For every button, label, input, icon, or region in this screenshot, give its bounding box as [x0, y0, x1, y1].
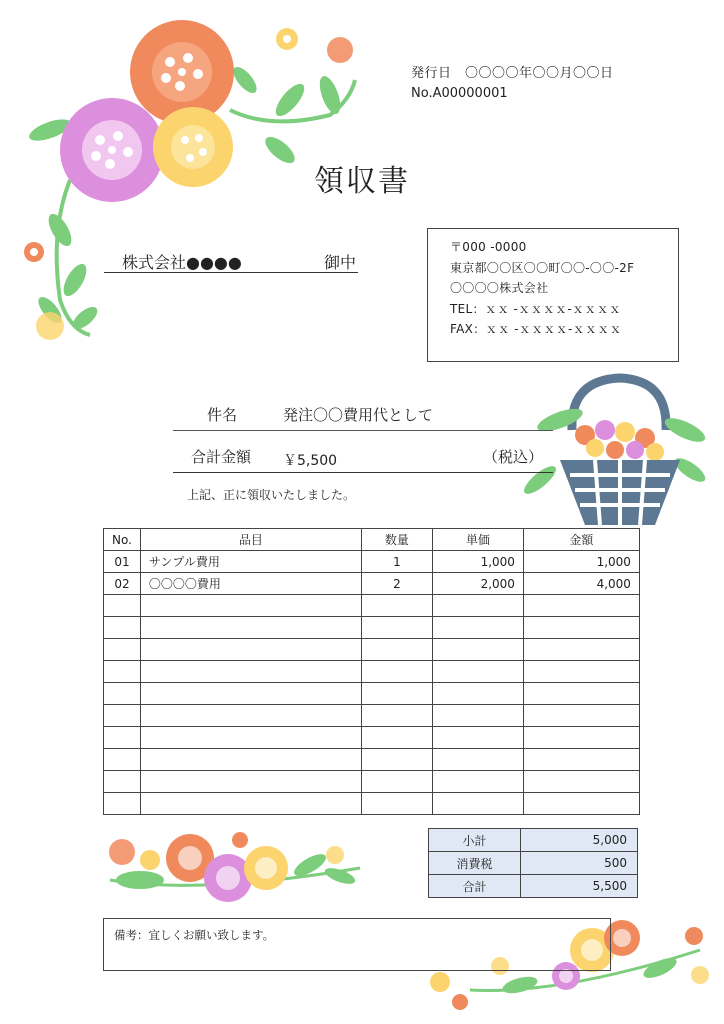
total-amount-value: ￥5,500: [283, 453, 338, 469]
row-item: [140, 771, 361, 793]
issuer-tel: TEL：ｘｘ -ｘｘｘｘ-ｘｘｘｘ: [450, 301, 622, 316]
table-row: [104, 749, 640, 771]
row-amount: [523, 661, 639, 683]
grand-total-value: 5,500: [521, 875, 638, 898]
issuer-company: 〇〇〇〇株式会社: [450, 281, 549, 295]
row-quantity: 1: [361, 551, 432, 573]
row-unit-price: [432, 639, 523, 661]
top-left-flowers-icon: [24, 20, 355, 340]
row-quantity: [361, 771, 432, 793]
issuer-address: 東京都〇〇区〇〇町〇〇-〇〇-2F: [450, 260, 635, 275]
header-amount: 金額: [523, 529, 639, 551]
row-no: [104, 771, 141, 793]
page-title: 領収書: [314, 164, 410, 199]
row-no: [104, 793, 141, 815]
issue-date-label: 発行日: [411, 66, 452, 81]
row-amount: [523, 749, 639, 771]
issuer-postal: 〒000 -0000: [450, 240, 527, 254]
row-unit-price: [432, 727, 523, 749]
row-unit-price: [432, 617, 523, 639]
table-row: [104, 617, 640, 639]
subtotal-label: 小計: [429, 829, 521, 852]
row-unit-price: 1,000: [432, 551, 523, 573]
row-item: [140, 683, 361, 705]
row-amount: [523, 617, 639, 639]
row-item: [140, 793, 361, 815]
row-quantity: [361, 727, 432, 749]
table-row: [104, 573, 640, 595]
issuer-box: [427, 228, 679, 362]
recipient-honorific: 御中: [323, 253, 356, 272]
row-item: [140, 661, 361, 683]
table-row: [104, 793, 640, 815]
row-no: [104, 727, 141, 749]
row-unit-price: 2,000: [432, 573, 523, 595]
tax-included-note: （税込）: [483, 448, 544, 466]
total-amount-row: [173, 446, 553, 473]
row-amount: [523, 727, 639, 749]
subject-label: 件名: [207, 406, 238, 424]
received-note: 上記、正に領収いたしました。: [187, 488, 356, 502]
subtotal-value: 5,000: [521, 829, 638, 852]
header-unit-price: 単価: [432, 529, 523, 551]
table-header-row: [104, 529, 640, 551]
row-item: [140, 639, 361, 661]
row-amount: [523, 595, 639, 617]
row-item: [140, 727, 361, 749]
row-no: [104, 639, 141, 661]
row-amount: 1,000: [523, 551, 639, 573]
header-item: 品目: [140, 529, 361, 551]
subject-value: 発注〇〇費用代として: [283, 406, 434, 424]
row-no: [104, 617, 141, 639]
items-table: [103, 528, 640, 815]
row-quantity: [361, 661, 432, 683]
row-amount: [523, 683, 639, 705]
row-unit-price: [432, 595, 523, 617]
document-number: No.A00000001: [411, 86, 508, 101]
table-row: [104, 705, 640, 727]
row-quantity: [361, 705, 432, 727]
row-item: [140, 705, 361, 727]
row-unit-price: [432, 683, 523, 705]
table-row: [104, 771, 640, 793]
row-amount: 4,000: [523, 573, 639, 595]
row-quantity: 2: [361, 573, 432, 595]
row-quantity: [361, 793, 432, 815]
header-quantity: 数量: [361, 529, 432, 551]
subtotal-row: [429, 829, 638, 852]
row-no: [104, 683, 141, 705]
grand-total-row: [429, 875, 638, 898]
header-no: No.: [104, 529, 141, 551]
row-amount: [523, 705, 639, 727]
table-row: [104, 595, 640, 617]
grand-total-label: 合計: [429, 875, 521, 898]
row-quantity: [361, 595, 432, 617]
table-row: [104, 683, 640, 705]
row-no: [104, 595, 141, 617]
tax-label: 消費税: [429, 852, 521, 875]
row-unit-price: [432, 793, 523, 815]
row-item: 〇〇〇〇費用: [140, 573, 361, 595]
row-unit-price: [432, 661, 523, 683]
row-no: [104, 705, 141, 727]
table-row: [104, 551, 640, 573]
row-quantity: [361, 617, 432, 639]
issue-date: [411, 62, 614, 81]
tax-value: 500: [521, 852, 638, 875]
row-unit-price: [432, 771, 523, 793]
row-quantity: [361, 639, 432, 661]
row-amount: [523, 793, 639, 815]
row-no: 02: [104, 573, 141, 595]
recipient-line: [104, 250, 358, 273]
table-row: [104, 727, 640, 749]
table-row: [104, 639, 640, 661]
row-quantity: [361, 683, 432, 705]
issuer-fax: FAX：ｘｘ -ｘｘｘｘ-ｘｘｘｘ: [450, 322, 622, 336]
row-item: [140, 595, 361, 617]
row-item: [140, 749, 361, 771]
bottom-left-flowers-icon: [109, 832, 360, 902]
issue-date-value: 〇〇〇〇年〇〇月〇〇日: [465, 66, 614, 81]
row-amount: [523, 639, 639, 661]
totals-table: [428, 828, 638, 898]
recipient-name: 株式会社●●●●: [122, 253, 242, 272]
row-no: [104, 661, 141, 683]
row-no: [104, 749, 141, 771]
row-amount: [523, 771, 639, 793]
subject-row: [173, 404, 553, 431]
row-item: サンプル費用: [140, 551, 361, 573]
row-item: [140, 617, 361, 639]
row-no: 01: [104, 551, 141, 573]
row-unit-price: [432, 749, 523, 771]
row-unit-price: [432, 705, 523, 727]
remarks-box: 備考：宜しくお願い致します。: [103, 918, 611, 971]
row-quantity: [361, 749, 432, 771]
tax-row: [429, 852, 638, 875]
table-row: [104, 661, 640, 683]
total-amount-label: 合計金額: [191, 448, 252, 466]
